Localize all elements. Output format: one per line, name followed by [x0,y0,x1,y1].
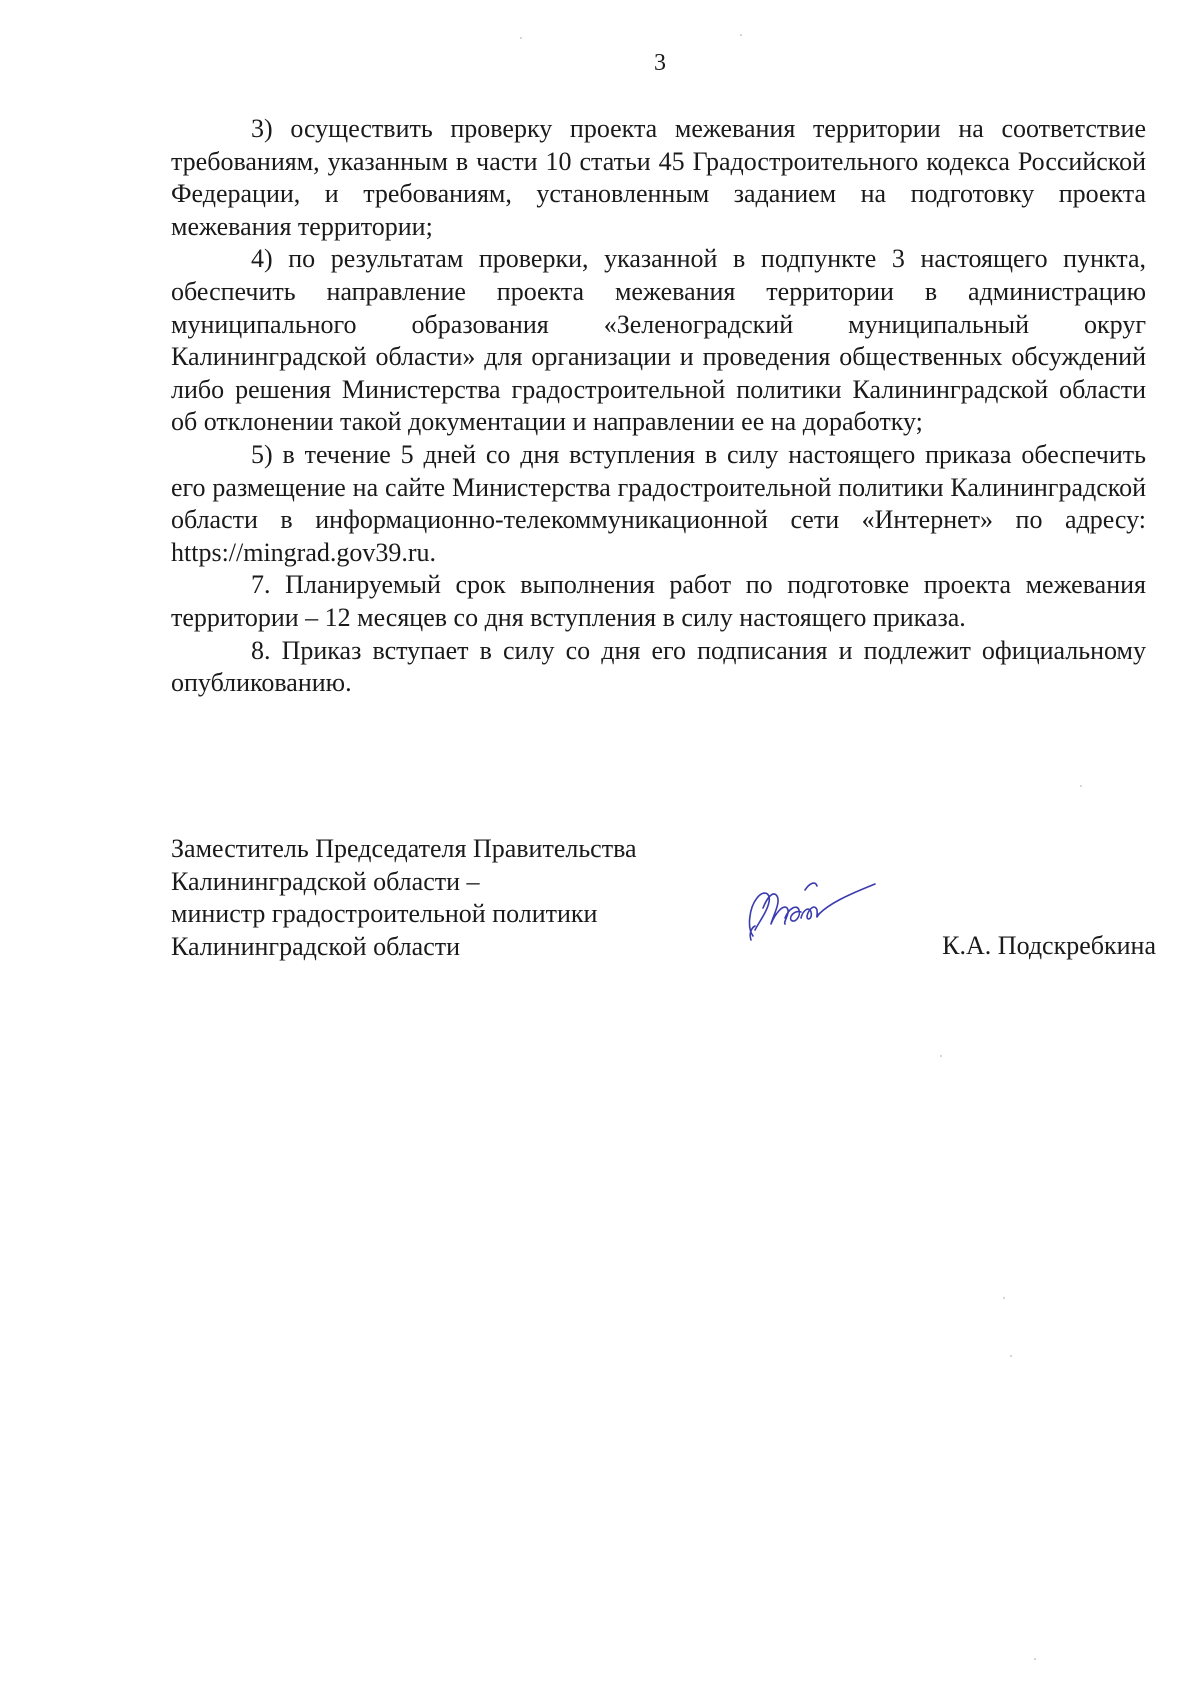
paragraph-section-8: 8. Приказ вступает в силу со дня его подписания и подлежит официальному опубликованию. [171,635,1146,698]
document-body [171,113,1146,700]
signature-block [171,833,1156,963]
signatory-title-line: министр градостроительной политики [171,899,598,928]
scan-speck [740,34,742,36]
scan-speck [1080,785,1082,787]
paragraph-item-5: 5) в течение 5 дней со дня вступления в силу настоящего приказа обеспечить его размещение на сайте Министерства градостроительной политики Калининградской области в информационно-телекоммуникационной сети «Интернет» по адресу: https://mingrad.gov39.ru. [171,439,1146,567]
page-number: 3 [654,50,666,76]
scan-speck [940,1055,942,1057]
signature-stroke [819,884,875,914]
signature-strokes [750,883,875,940]
signature-stroke [750,926,755,940]
scan-speck [1010,1355,1012,1357]
paragraph-item-4: 4) по результатам проверки, указанной в подпункте 3 настоящего пункта, обеспечить направление проекта межевания территории в администрацию муниципального образования «Зеленоградский муниципальный округ Калининградской области» для организации и проведения общественных обсуждений либо решения Министерства градостроительной политики Калининградской области об отклонении такой документации и направлении ее на доработку; [171,244,1146,437]
signatory-name: К.А. Подскребкина [942,931,1156,960]
signatory-title-line: Заместитель Председателя Правительства [171,834,637,863]
signature-stroke [805,883,817,890]
signature-stroke [801,907,819,919]
scan-speck [1034,1658,1036,1660]
signatory-title-line: Калининградской области [171,931,461,961]
scan-speck [520,37,522,39]
paragraph-section-7: 7. Планируемый срок выполнения работ по подготовке проекта межевания территории – 12 месяцев со дня вступления в силу настоящего приказа. [171,570,1146,632]
handwritten-signature [745,868,880,943]
scan-speck [1003,1297,1005,1299]
signatory-title-line: Калининградской области – [171,866,480,896]
paragraph-item-3: 3) осуществить проверку проекта межевания территории на соответствие требованиям, указанным в части 10 статьи 45 Градостроительного кодекса Российской Федерации, и требованиям, установленным заданием на подготовку проекта межевания территории; [171,114,1146,241]
